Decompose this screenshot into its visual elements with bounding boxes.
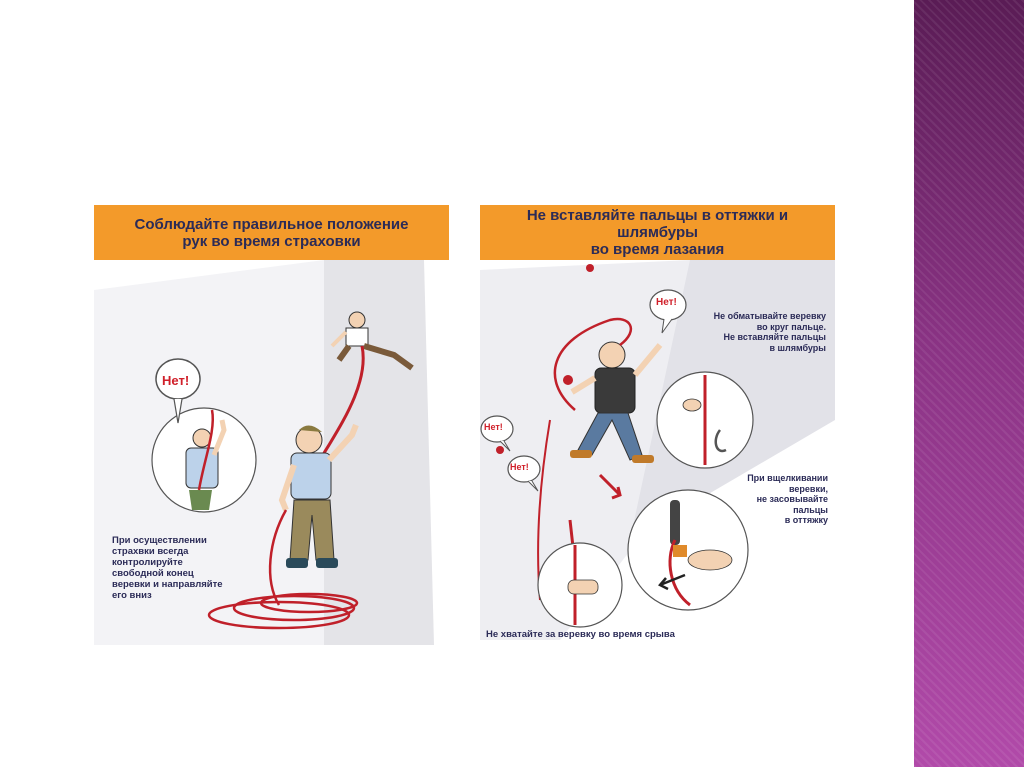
no-bubble-text: Нет! [656, 297, 677, 308]
caption-top: Не обматывайте веревку во круг пальце. Не вставляйте пальцы в шлямбуры [713, 311, 826, 353]
finger-rope-inset [657, 372, 753, 468]
no-speech-bubble [506, 453, 542, 493]
belay-caption: При осуществлении страхвки всегда контролируйте свободной конец веревки и направляйте его вниз [112, 535, 223, 601]
hold [563, 375, 573, 385]
grabbing-rope-inset [538, 543, 622, 627]
climbing-wall [324, 260, 434, 645]
decorative-side-band [914, 0, 1024, 767]
no-speech-bubble [154, 355, 202, 425]
caption-bottom: Не хватайте за веревку во время срыва [486, 629, 675, 640]
belay-hands-poster [94, 205, 449, 655]
hold [586, 264, 594, 272]
no-bubble-text: Нет! [484, 422, 503, 432]
poster-title: Соблюдайте правильное положение рук во время страховки [134, 215, 409, 250]
no-bubble-text: Нет! [510, 462, 529, 472]
poster-title: Не вставляйте пальцы в оттяжки и шлямбуры во время лазания [526, 207, 789, 258]
no-bubble-text: Нет! [162, 373, 190, 388]
no-speech-bubble [480, 413, 514, 453]
caption-middle: При вщелкивании веревки, не засовывайте пальцы в оттяжку [747, 473, 828, 525]
poster-title-banner [480, 205, 835, 260]
poster-title-banner [94, 205, 449, 260]
climbing-fingers-poster [480, 205, 835, 655]
